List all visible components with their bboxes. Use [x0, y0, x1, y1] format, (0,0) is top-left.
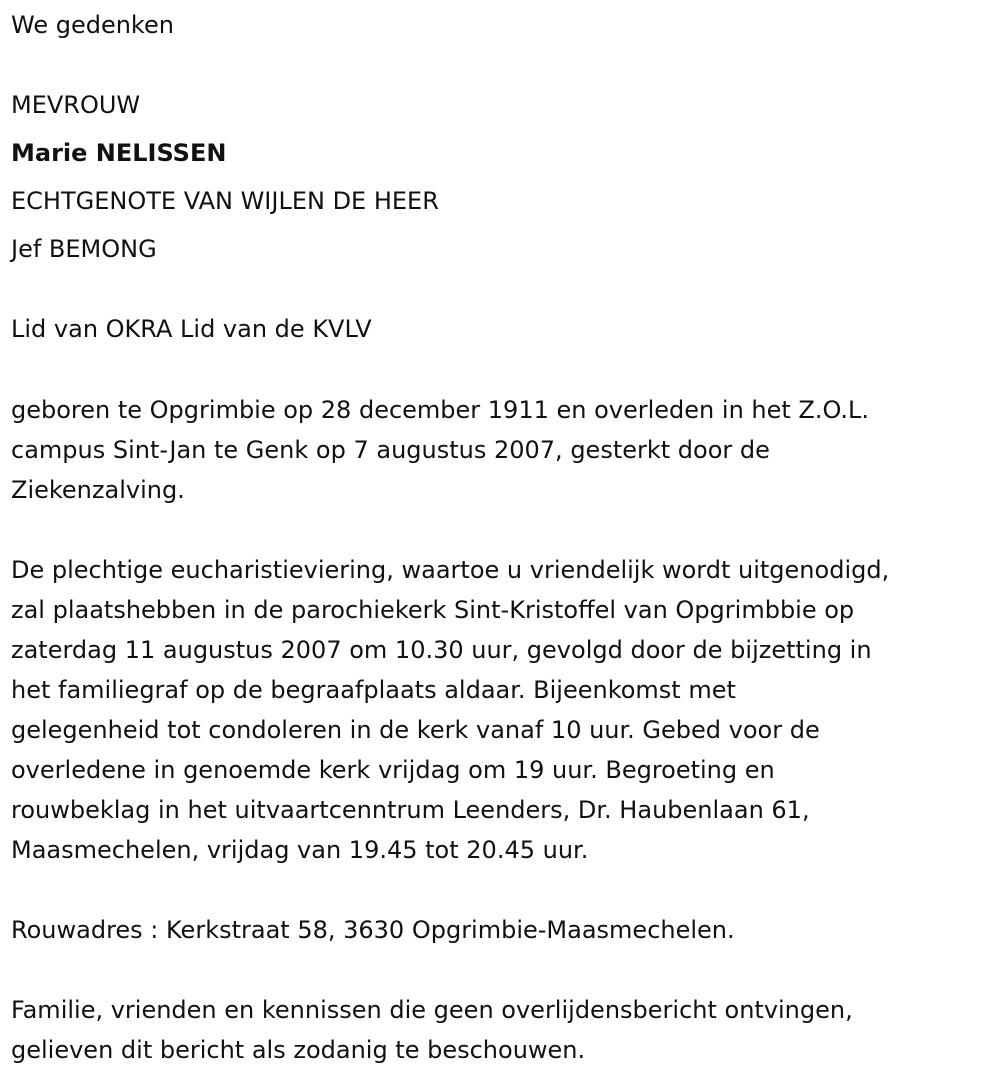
- mourning-address: Rouwadres : Kerkstraat 58, 3630 Opgrimbie-Maasmechelen.: [11, 916, 735, 944]
- birth-death-paragraph: [11, 390, 869, 510]
- paragraph-line: De plechtige eucharistieviering, waartoe u vriendelijk wordt uitgenodigd,: [11, 556, 890, 584]
- salutation: MEVROUW: [11, 91, 141, 119]
- paragraph-line: Familie, vrienden en kennissen die geen overlijdensbericht ontvingen,: [11, 996, 853, 1024]
- spouse-name: Jef BEMONG: [11, 235, 157, 263]
- closing-paragraph: [11, 990, 853, 1070]
- paragraph-line: rouwbeklag in het uitvaartcenntrum Leenders, Dr. Haubenlaan 61,: [11, 796, 810, 824]
- paragraph-line: Ziekenzalving.: [11, 476, 185, 504]
- paragraph-line: zal plaatshebben in de parochiekerk Sint-Kristoffel van Opgrimbbie op: [11, 596, 855, 624]
- memberships-line: Lid van OKRA Lid van de KVLV: [11, 315, 372, 343]
- paragraph-line: het familiegraf op de begraafplaats aldaar. Bijeenkomst met: [11, 676, 736, 704]
- paragraph-line: gelegenheid tot condoleren in de kerk vanaf 10 uur. Gebed voor de: [11, 716, 820, 744]
- paragraph-line: campus Sint-Jan te Genk op 7 augustus 2007, gesterkt door de: [11, 436, 770, 464]
- header-text: We gedenken: [11, 11, 174, 39]
- paragraph-line: overledene in genoemde kerk vrijdag om 19 uur. Begroeting en: [11, 756, 775, 784]
- relation-line: ECHTGENOTE VAN WIJLEN DE HEER: [11, 187, 439, 215]
- deceased-name: Marie NELISSEN: [11, 139, 227, 167]
- ceremony-paragraph: [11, 550, 889, 870]
- paragraph-line: Maasmechelen, vrijdag van 19.45 tot 20.45 uur.: [11, 836, 589, 864]
- paragraph-line: zaterdag 11 augustus 2007 om 10.30 uur, gevolgd door de bijzetting in: [11, 636, 872, 664]
- paragraph-line: geboren te Opgrimbie op 28 december 1911 en overleden in het Z.O.L.: [11, 396, 870, 424]
- paragraph-line: gelieven dit bericht als zodanig te beschouwen.: [11, 1036, 586, 1064]
